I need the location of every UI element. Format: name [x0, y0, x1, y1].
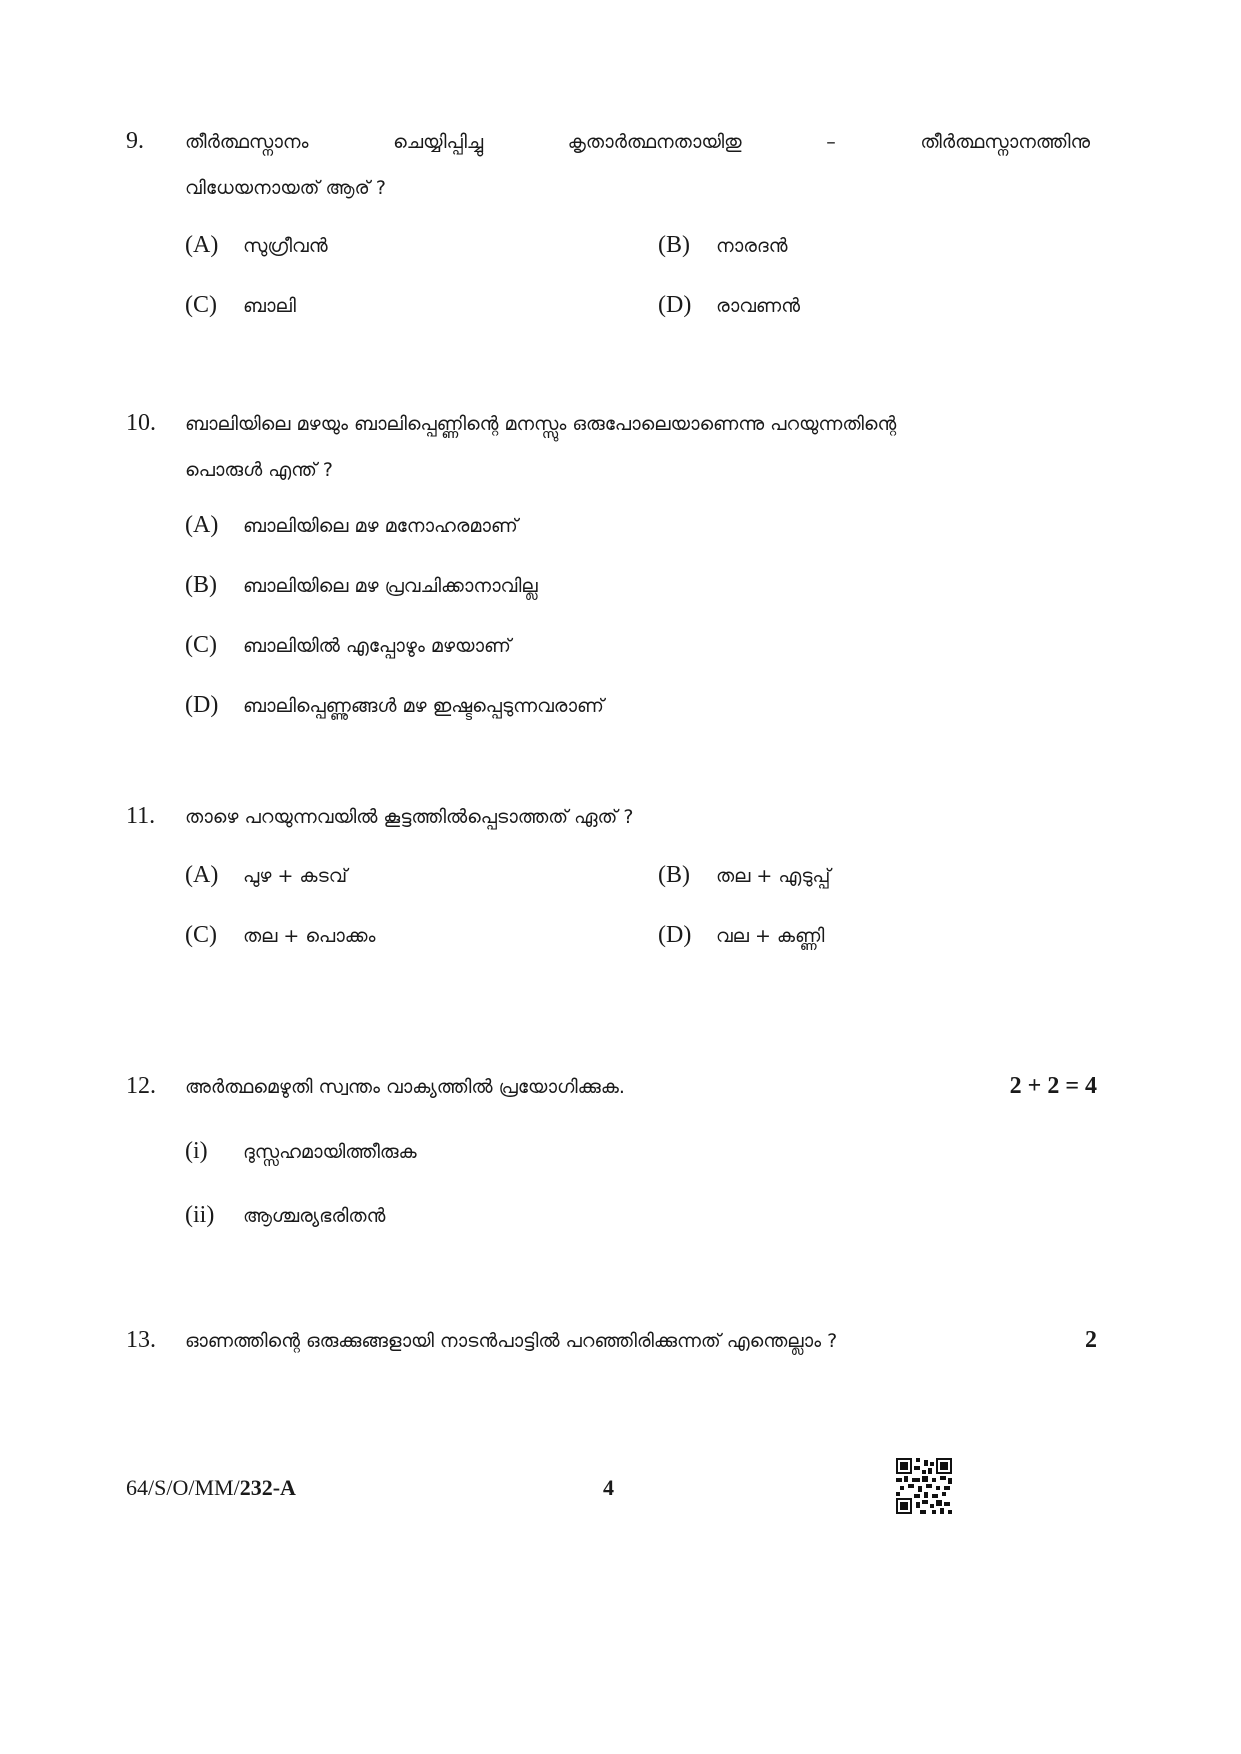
- q11-option-a-text: പുഴ + കടവ്: [243, 865, 348, 887]
- question-12-marks: 2 + 2 = 4: [1009, 1073, 1097, 1099]
- q11-option-d-text: വല + കണ്ണി: [716, 925, 825, 947]
- q11-option-b-text: തല + എടുപ്പ്: [716, 865, 831, 887]
- q9-option-c-label: (C): [185, 292, 217, 318]
- q9-option-c-text: ബാലി: [243, 295, 296, 317]
- q9-word-1: തീർത്ഥസ്നാനം: [185, 131, 309, 153]
- question-13-number: 13.: [126, 1327, 156, 1353]
- paper-code-prefix: 64/S/O/MM/: [126, 1475, 240, 1500]
- question-10-text-line1: ബാലിയിലെ മഴയും ബാലിപ്പെണ്ണിന്റെ മനസ്സും ഒരുപോലെയാണെന്നു പറയുന്നതിന്റെ: [185, 413, 897, 435]
- q9-option-a-text: സുഗ്രീവൻ: [243, 235, 328, 257]
- qr-code-icon: [896, 1458, 952, 1514]
- question-10-number: 10.: [126, 410, 156, 436]
- q10-option-c-text: ബാലിയിൽ എപ്പോഴും മഴയാണ്: [243, 635, 511, 657]
- q9-option-b-label: (B): [658, 232, 690, 258]
- q10-option-d-label: (D): [185, 692, 219, 718]
- question-11-number: 11.: [126, 803, 156, 829]
- q10-option-d-text: ബാലിപ്പെണ്ണുങ്ങൾ മഴ ഇഷ്ടപ്പെടുന്നവരാണ്: [243, 695, 604, 717]
- question-9-number: 9.: [126, 128, 144, 154]
- q9-word-2: ചെയ്യിപ്പിച്ചു: [393, 131, 484, 153]
- q9-option-a-label: (A): [185, 232, 219, 258]
- q10-option-c-label: (C): [185, 632, 217, 658]
- q12-item-ii-text: ആശ്ചര്യഭരിതൻ: [243, 1205, 386, 1227]
- q10-option-b-label: (B): [185, 572, 217, 598]
- q11-option-c-text: തല + പൊക്കം: [243, 925, 376, 947]
- question-12-text: അർത്ഥമെഴുതി സ്വന്തം വാക്യത്തിൽ പ്രയോഗിക്കുക.: [185, 1076, 625, 1098]
- question-11-text: താഴെ പറയുന്നവയിൽ കൂട്ടത്തിൽപ്പെടാത്തത് ഏത് ?: [185, 806, 634, 828]
- q9-word-3: കൃതാർത്ഥനതായിതു: [567, 131, 742, 153]
- q12-item-i-text: ദുസ്സഹമായിത്തീരുക: [243, 1141, 417, 1163]
- question-9-text-line2: വിധേയനായത് ആര് ?: [185, 177, 386, 199]
- q10-option-a-label: (A): [185, 512, 219, 538]
- q9-option-d-text: രാവണൻ: [716, 295, 800, 317]
- page-number: 4: [603, 1475, 614, 1500]
- q9-word-4: തീർത്ഥസ്നാനത്തിനു: [920, 131, 1090, 153]
- paper-code: [126, 1475, 296, 1501]
- q9-option-d-label: (D): [658, 292, 692, 318]
- question-13-marks: 2: [1085, 1327, 1097, 1353]
- q11-option-d-label: (D): [658, 922, 692, 948]
- question-13-text: ഓണത്തിന്റെ ഒരുക്കുങ്ങളായി നാടൻപാട്ടിൽ പറഞ്ഞിരിക്കുന്നത് എന്തെല്ലാം ?: [185, 1330, 838, 1352]
- q12-item-ii-label: (ii): [185, 1202, 215, 1228]
- q11-option-b-label: (B): [658, 862, 690, 888]
- q9-option-b-text: നാരദൻ: [716, 235, 788, 257]
- paper-code-suffix: 232-A: [239, 1475, 296, 1500]
- q12-item-i-label: (i): [185, 1138, 208, 1164]
- q10-option-b-text: ബാലിയിലെ മഴ പ്രവചിക്കാനാവില്ല: [243, 575, 538, 597]
- q10-option-a-text: ബാലിയിലെ മഴ മനോഹരമാണ്: [243, 515, 518, 537]
- q11-option-c-label: (C): [185, 922, 217, 948]
- question-12-number: 12.: [126, 1073, 156, 1099]
- question-9-text-line1: [185, 131, 1090, 153]
- q11-option-a-label: (A): [185, 862, 219, 888]
- question-10-text-line2: പൊരുൾ എന്ത് ?: [185, 459, 333, 481]
- q9-dash: –: [826, 131, 836, 153]
